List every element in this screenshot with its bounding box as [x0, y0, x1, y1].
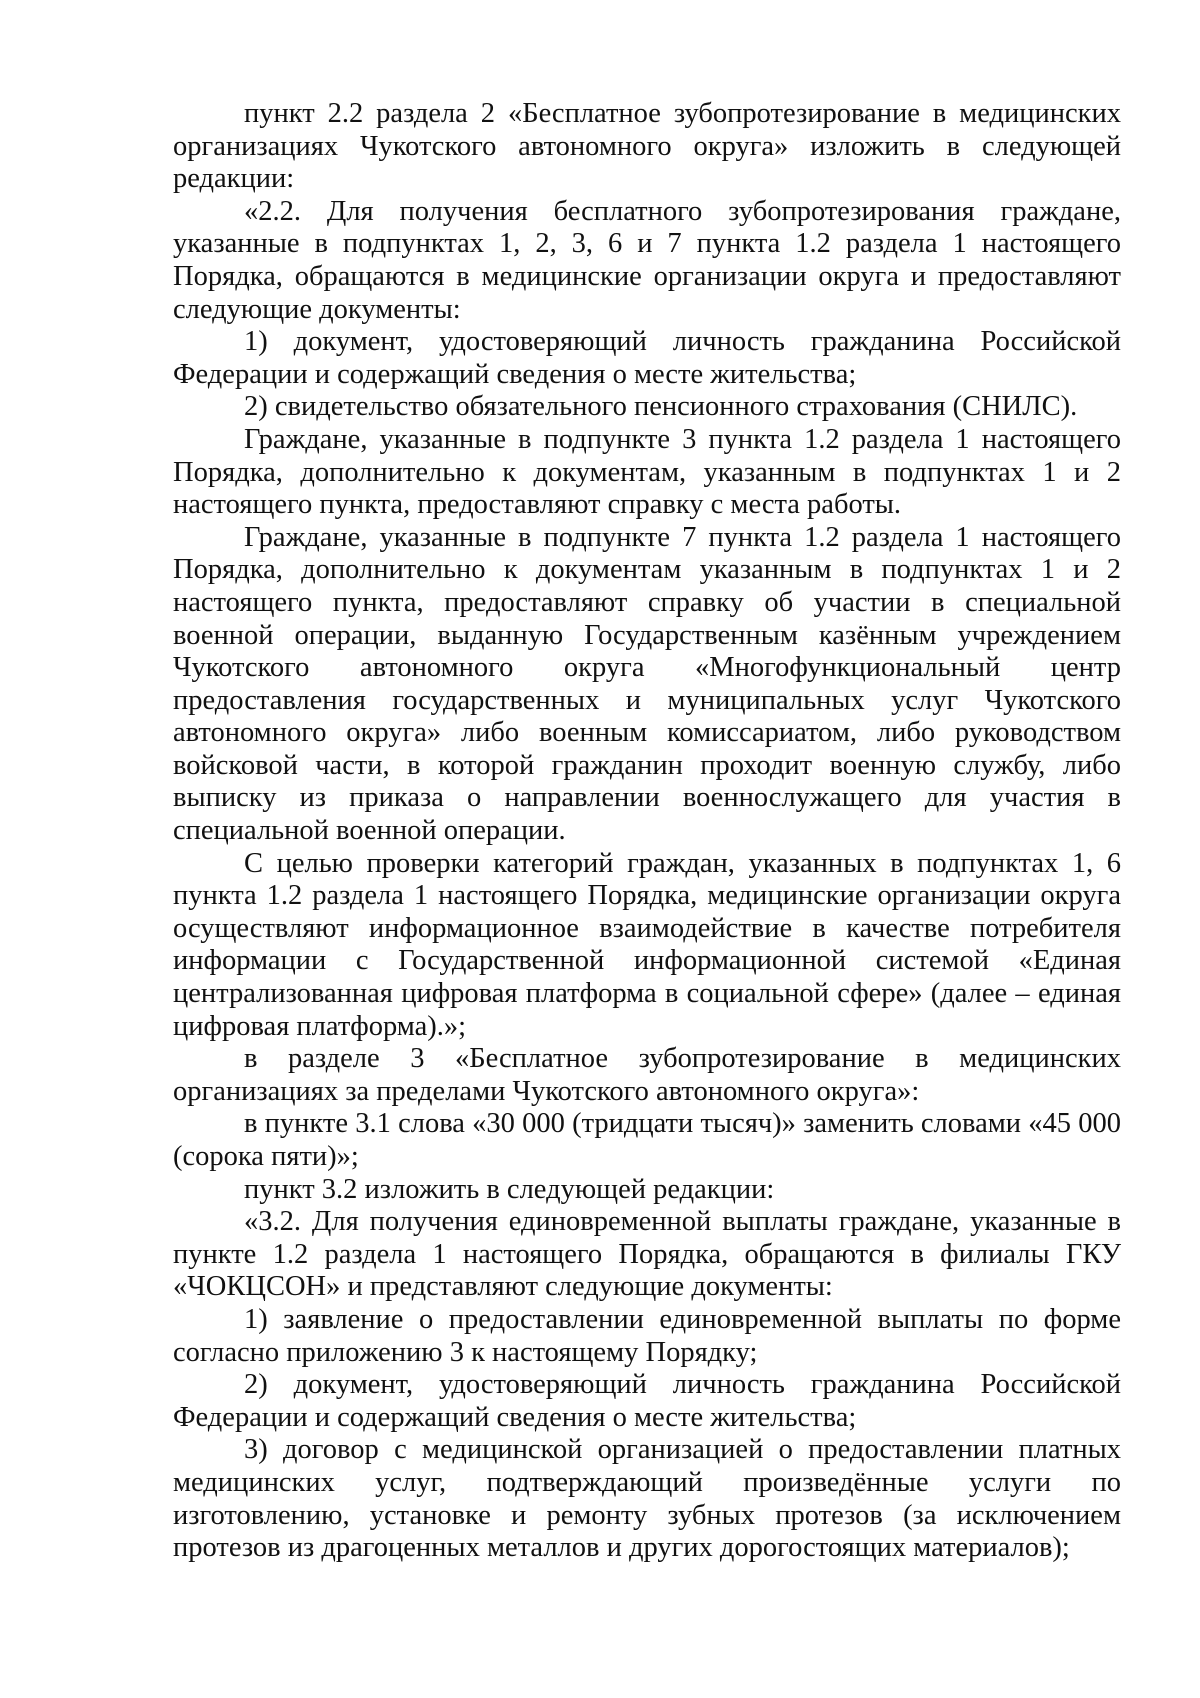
paragraph-list-item-1: 1) документ, удостоверяющий личность гражданина Российской Федерации и содержащий сведения о месте жительства; [173, 326, 1121, 390]
paragraph-3-2: «3.2. Для получения единовременной выплаты граждане, указанные в пункте 1.2 раздела 1 настоящего Порядка, обращаются в филиалы ГКУ «ЧОКЦСОН» и представляют следующие документы: [173, 1206, 1121, 1303]
document-body [173, 98, 1121, 1565]
paragraph-amend-3-2: пункт 3.2 изложить в следующей редакции: [244, 1173, 775, 1205]
paragraph-3-2-item-1: 1) заявление о предоставлении единовременной выплаты по форме согласно приложению 3 к настоящему Порядку; [173, 1303, 1121, 1368]
paragraph-3-2-item-3: 3) договор с медицинской организацией о предоставлении платных медицинских услуг, подтверждающий произведённые услуги по изготовлению, установке и ремонту зубных протезов (за исключением протезов из драгоценных металлов и других дорогостоящих материалов); [173, 1434, 1121, 1564]
paragraph-verification: С целью проверки категорий граждан, указанных в подпунктах 1, 6 пункта 1.2 раздела 1 настоящего Порядка, медицинские организации округа осуществляют информационное взаимодействие в качестве потребителя информации с Государственной информационной системой «Единая централизованная цифровая платформа в социальной сфере» (далее – единая цифровая платформа).»; [173, 847, 1121, 1042]
paragraph-amend-2-2: пункт 2.2 раздела 2 «Бесплатное зубопротезирование в медицинских организациях Чукотского автономного округа» изложить в следующей редакции: [173, 98, 1121, 195]
paragraph-amend-3-1: в пункте 3.1 слова «30 000 (тридцати тысяч)» заменить словами «45 000 (сорока пяти)»; [173, 1108, 1121, 1172]
paragraph-section-3: в разделе 3 «Бесплатное зубопротезирование в медицинских организациях за пределами Чукотского автономного округа»: [173, 1043, 1121, 1107]
paragraph-2-2: «2.2. Для получения бесплатного зубопротезирования граждане, указанные в подпунктах 1, 2, 3, 6 и 7 пункта 1.2 раздела 1 настоящего Порядка, обращаются в медицинские организации округа и предоставляют следующие документы: [173, 195, 1121, 325]
paragraph-subpoint-3: Граждане, указанные в подпункте 3 пункта 1.2 раздела 1 настоящего Порядка, дополнительно к документам, указанным в подпунктах 1 и 2 настоящего пункта, предоставляют справку с места работы. [173, 423, 1121, 521]
paragraph-subpoint-7: Граждане, указанные в подпункте 7 пункта 1.2 раздела 1 настоящего Порядка, дополнительно к документам указанным в подпунктах 1 и 2 настоящего пункта, предоставляют справку об участии в специальной военной операции, выданную Государственным казённым учреждением Чукотского автономного округа «Многофункциональный центр предоставления государственных и муниципальных услуг Чукотского автономного округа» либо военным комиссариатом, либо руководством войсковой части, в которой гражданин проходит военную службу, либо выписку из приказа о направлении военнослужащего для участия в специальной военной операции. [173, 521, 1121, 847]
paragraph-3-2-item-2: 2) документ, удостоверяющий личность гражданина Российской Федерации и содержащий сведения о месте жительства; [173, 1369, 1121, 1433]
paragraph-list-item-2: 2) свидетельство обязательного пенсионного страхования (СНИЛС). [244, 391, 1078, 423]
